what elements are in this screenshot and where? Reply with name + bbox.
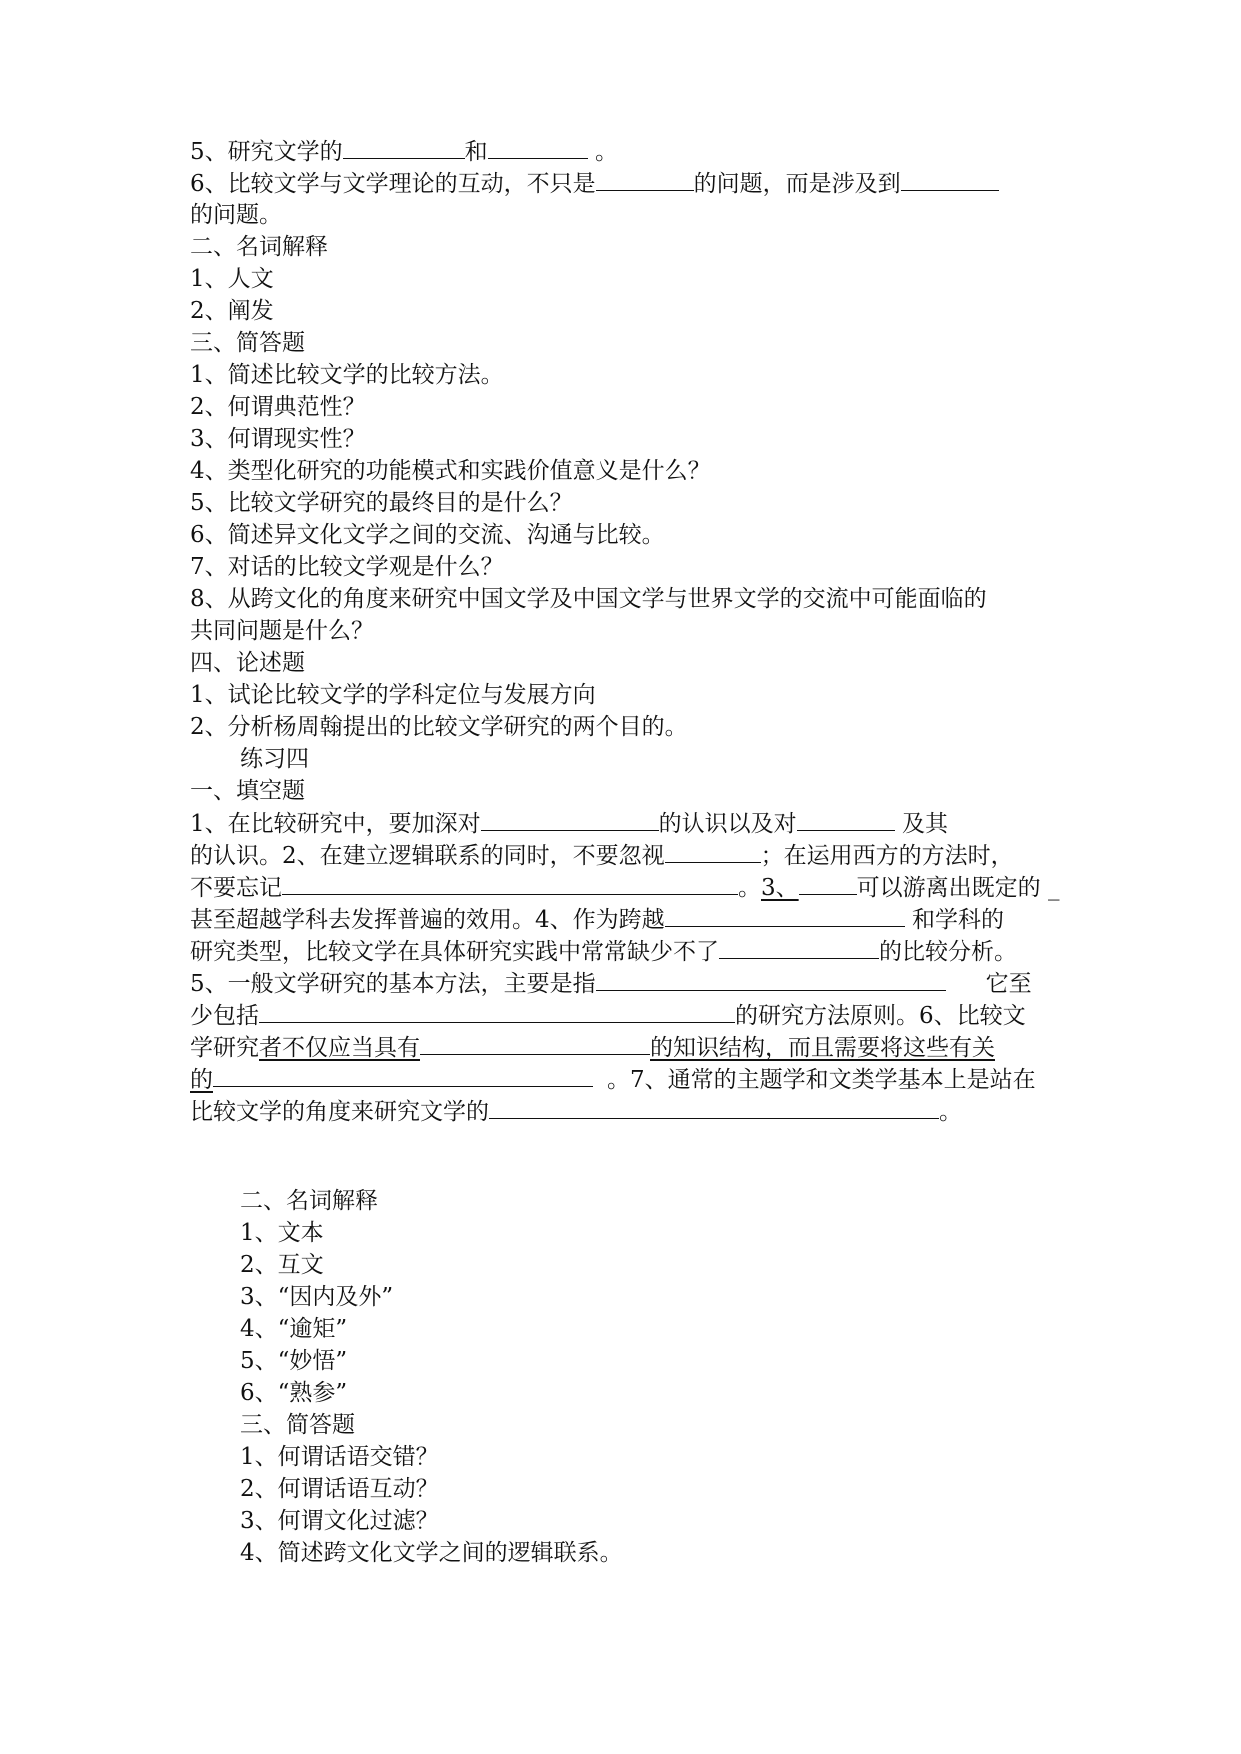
term-item: 5、“妙悟” <box>240 1348 348 1374</box>
answer-blank[interactable] <box>596 168 694 191</box>
fill-paragraph-line: 5、一般文学研究的基本方法，主要是指 它至 <box>190 968 1032 998</box>
fill-paragraph-line: 1、在比较研究中，要加深对 的认识以及对 及其 <box>190 808 948 838</box>
fill-paragraph-line: 少包括 的研究方法原则。6、比较文 <box>190 1000 1026 1030</box>
exercise-title: 练习四 <box>240 746 309 772</box>
short-question: 共同问题是什么？ <box>190 618 374 644</box>
answer-blank[interactable] <box>797 808 895 831</box>
answer-blank[interactable] <box>259 1000 735 1023</box>
short-question: 6、简述异文化文学之间的交流、沟通与比较。 <box>190 522 665 548</box>
short-question: 5、比较文学研究的最终目的是什么？ <box>190 490 573 516</box>
answer-blank[interactable] <box>596 968 946 991</box>
short-question: 4、类型化研究的功能模式和实践价值意义是什么？ <box>190 458 711 484</box>
fill-paragraph-line: 学研究者不仅应当具有 的知识结构，而且需要将这些有关 <box>190 1032 995 1062</box>
section-heading: 二、名词解释 <box>240 1188 378 1214</box>
short-question: 1、何谓话语交错？ <box>240 1444 439 1470</box>
answer-blank[interactable] <box>901 168 999 191</box>
answer-blank[interactable] <box>665 840 761 863</box>
short-question: 4、简述跨文化文学之间的逻辑联系。 <box>240 1540 623 1566</box>
fill-paragraph-line: 的认识。2、在建立逻辑联系的同时，不要忽视 ；在运用西方的方法时， <box>190 840 1014 870</box>
answer-blank[interactable] <box>488 136 588 159</box>
section-heading: 三、简答题 <box>190 330 305 356</box>
fill-paragraph-line: 甚至超越学科去发挥普遍的效用。4、作为跨越 和学科的 <box>190 904 1004 934</box>
fill-question-5: 5、研究文学的 和 。 <box>190 136 618 166</box>
term-item: 4、“逾矩” <box>240 1316 348 1342</box>
fill-paragraph-line: 研究类型，比较文学在具体研究实践中常常缺少不了 的比较分析。 <box>190 936 1017 966</box>
essay-question: 2、分析杨周翰提出的比较文学研究的两个目的。 <box>190 714 688 740</box>
answer-blank[interactable] <box>481 808 659 831</box>
fill-question-6: 6、比较文学与文学理论的互动，不只是 的问题，而是涉及到 <box>190 168 999 198</box>
short-question: 3、何谓文化过滤？ <box>240 1508 439 1534</box>
term-item: 3、“因内及外” <box>240 1284 394 1310</box>
answer-blank[interactable] <box>489 1096 939 1119</box>
term-item: 2、互文 <box>240 1252 324 1278</box>
fill-question-6-cont: 的问题。 <box>190 202 282 228</box>
answer-blank[interactable] <box>213 1064 593 1087</box>
essay-question: 1、试论比较文学的学科定位与发展方向 <box>190 682 596 708</box>
term-item: 2、阐发 <box>190 298 274 324</box>
section-heading: 二、名词解释 <box>190 234 328 260</box>
term-item: 6、“熟参” <box>240 1380 348 1406</box>
section-heading: 三、简答题 <box>240 1412 355 1438</box>
answer-blank[interactable] <box>282 872 738 895</box>
answer-blank[interactable] <box>665 904 905 927</box>
answer-blank[interactable] <box>343 136 465 159</box>
fill-paragraph-line: 比较文学的角度来研究文学的 。 <box>190 1096 962 1126</box>
fill-paragraph-line: 的 。7、通常的主题学和文类学基本上是站在 <box>190 1064 1036 1094</box>
term-item: 1、文本 <box>240 1220 324 1246</box>
term-item: 1、人文 <box>190 266 274 292</box>
short-question: 2、何谓话语互动？ <box>240 1476 439 1502</box>
answer-blank[interactable] <box>420 1032 650 1055</box>
answer-blank[interactable] <box>719 936 879 959</box>
short-question: 8、从跨文化的角度来研究中国文学及中国文学与世界文学的交流中可能面临的 <box>190 586 987 612</box>
section-heading: 四、论述题 <box>190 650 305 676</box>
short-question: 7、对话的比较文学观是什么？ <box>190 554 504 580</box>
short-question: 3、何谓现实性？ <box>190 426 366 452</box>
fill-paragraph-line: 不要忘记 。3、 可以游离出既定的 _ <box>190 872 1059 902</box>
short-question: 1、简述比较文学的比较方法。 <box>190 362 504 388</box>
answer-blank[interactable] <box>799 872 857 895</box>
section-heading: 一、填空题 <box>190 778 305 804</box>
short-question: 2、何谓典范性？ <box>190 394 366 420</box>
